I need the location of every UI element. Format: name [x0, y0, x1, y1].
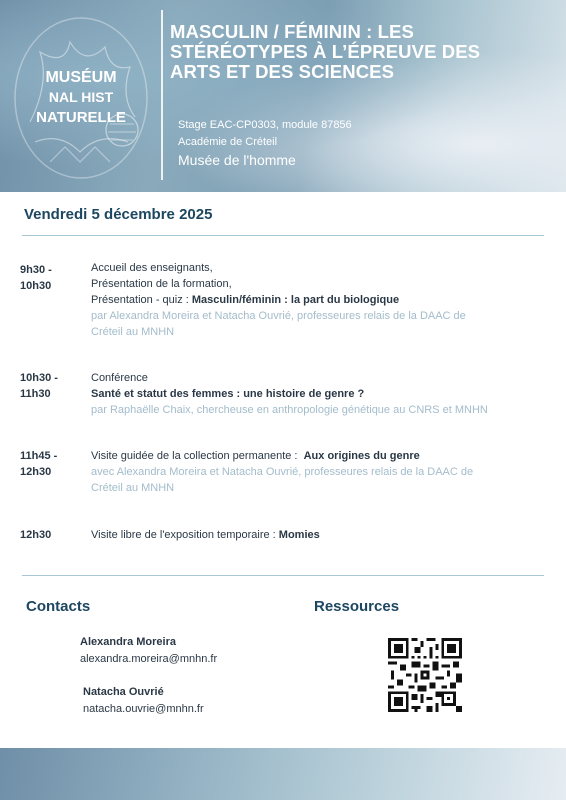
- contact-email-2[interactable]: natacha.ouvrie@mnhn.fr: [83, 703, 204, 715]
- event-date: Vendredi 5 décembre 2025: [24, 206, 213, 223]
- schedule-item-2: Conférence Santé et statut des femmes : une histoire de genre ? par Raphaëlle Chaix, chercheuse en anthropologie génétique au CNRS et MNHN: [91, 372, 488, 416]
- divider-bottom: [22, 575, 544, 576]
- title-line-2: STÉRÉOTYPES À L’ÉPREUVE DES: [170, 41, 481, 62]
- footer-banner: [0, 748, 566, 800]
- venue: Musée de l'homme: [178, 152, 296, 168]
- logo-line-3: NATURELLE: [36, 109, 126, 126]
- schedule-item-4: Visite libre de l'exposition temporaire : Momies: [91, 529, 320, 541]
- contact-name-1: Alexandra Moreira: [80, 636, 176, 648]
- stage-code: Stage EAC-CP0303, module 87856: [178, 119, 352, 131]
- title-line-1: MASCULIN / FÉMININ : LES: [170, 21, 414, 42]
- page-title: [170, 22, 562, 82]
- title-line-3: ARTS ET DES SCIENCES: [170, 61, 395, 82]
- logo-line-2: NAL HIST: [48, 89, 114, 105]
- schedule-item-1: Accueil des enseignants, Présentation de la formation, Présentation - quiz : Masculin/féminin : la part du biologique par Alexandra Moreira et Natacha Ouvrié, professeures relais de la DAAC de Créteil au MNHN: [91, 262, 466, 338]
- qr-code-icon[interactable]: [388, 638, 462, 712]
- contacts-heading: Contacts: [26, 598, 91, 615]
- academy: Académie de Créteil: [178, 136, 278, 148]
- header-banner: [0, 0, 566, 192]
- museum-logo-icon: [10, 12, 152, 184]
- schedule-time-2: 10h30 - 11h30: [20, 372, 58, 400]
- divider-top: [22, 235, 544, 236]
- contact-email-1[interactable]: alexandra.moreira@mnhn.fr: [80, 653, 218, 665]
- schedule-time-3: 11h45 - 12h30: [20, 450, 58, 478]
- logo-line-1: MUSÉUM: [45, 69, 117, 86]
- header-divider: [161, 10, 163, 180]
- schedule-time-1: 9h30 - 10h30: [20, 264, 52, 292]
- resources-heading: Ressources: [314, 598, 400, 615]
- schedule-time-4: 12h30: [20, 529, 52, 541]
- contact-name-2: Natacha Ouvrié: [83, 686, 164, 698]
- schedule-item-3: Visite guidée de la collection permanente : Aux origines du genre avec Alexandra Moreira et Natacha Ouvrié, professeures relais de la DAAC de Créteil au MNHN: [91, 450, 474, 494]
